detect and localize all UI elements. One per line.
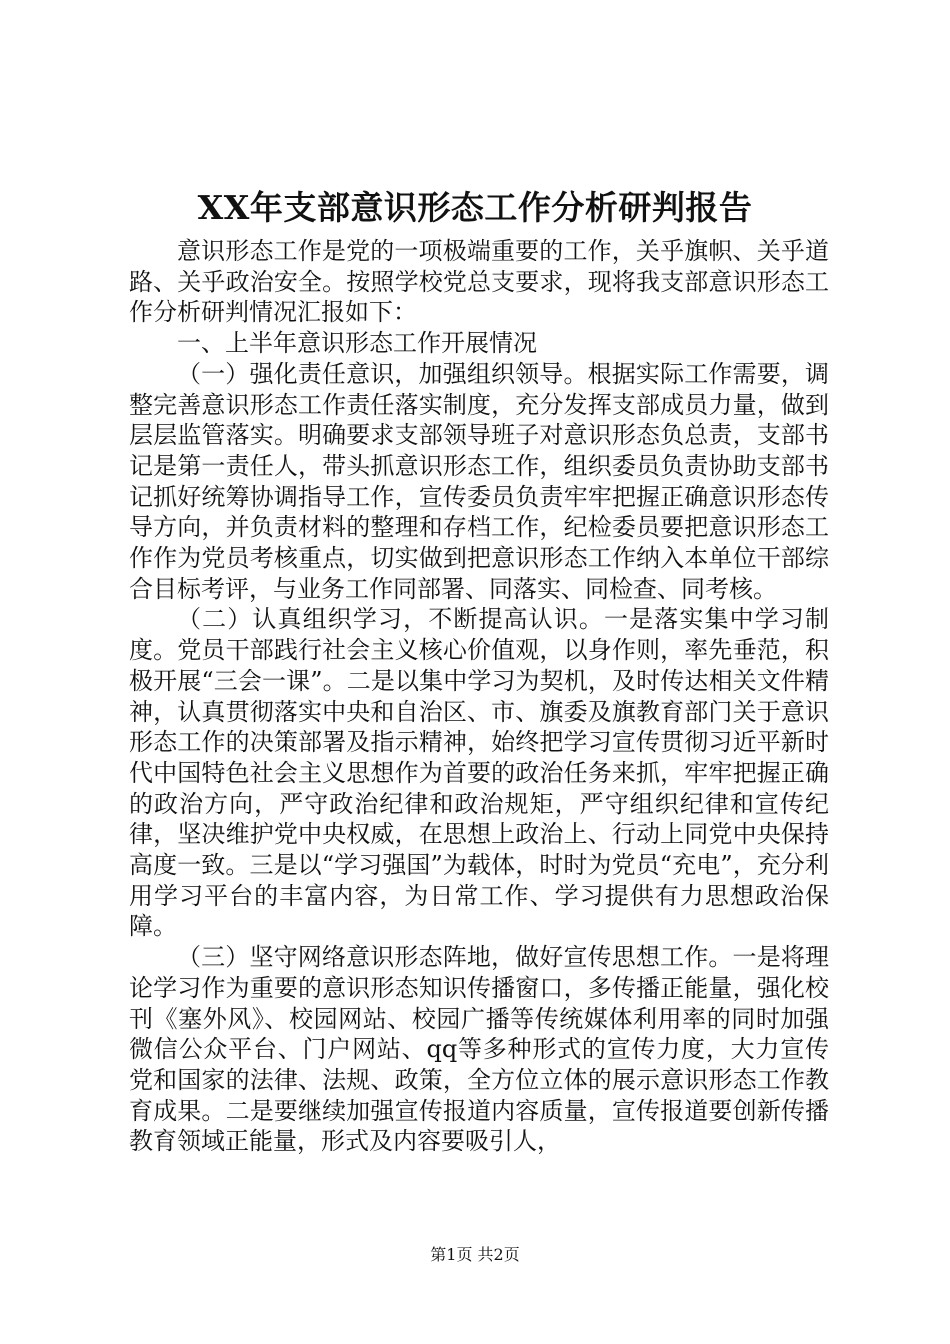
paragraph-study: （二）认真组织学习，不断提高认识。一是落实集中学习制度。党员干部践行社会主义核心价值观，以身作则，率先垂范，积极开展“三会一课”。二是以集中学习为契机，及时传达相关文件精神，认真贯彻落实中央和自治区、市、旗委及旗教育部门关于意识形态工作的决策部署及指示精神，始终把学习宣传贯彻习近平新时代中国特色社会主义思想作为首要的政治任务来抓，牢牢把握正确的政治方向，严守政治纪律和政治规矩，严守组织纪律和宣传纪律，坚决维护党中央权威，在思想上政治上、行动上同党中央保持高度一致。三是以“学习强国”为载体，时时为党员“充电”，充分利用学习平台的丰富内容，为日常工作、学习提供有力思想政治保障。 — [129, 605, 829, 941]
paragraph-responsibility: （一）强化责任意识，加强组织领导。根据实际工作需要，调整完善意识形态工作责任落实制度，充分发挥支部成员力量，做到层层监管落实。明确要求支部领导班子对意识形态负总责，支部书记是第一责任人，带头抓意识形态工作，组织委员负责协助支部书记抓好统筹协调指导工作，宣传委员负责牢牢把握正确意识形态传导方向，并负责材料的整理和存档工作，纪检委员要把意识形态工作作为党员考核重点，切实做到把意识形态工作纳入本单位干部综合目标考评，与业务工作同部署、同落实、同检查、同考核。 — [129, 359, 829, 603]
paragraph-intro: 意识形态工作是党的一项极端重要的工作，关乎旗帜、关乎道路、关乎政治安全。按照学校党总支要求，现将我支部意识形态工作分析研判情况汇报如下： — [129, 237, 829, 327]
document-body — [129, 236, 829, 1157]
page-footer: 第1页 共2页 — [430, 1245, 520, 1264]
document-title: XX年支部意识形态工作分析研判报告 — [197, 188, 753, 227]
section-heading-1: 一、上半年意识形态工作开展情况 — [177, 329, 537, 358]
paragraph-network: （三）坚守网络意识形态阵地，做好宣传思想工作。一是将理论学习作为重要的意识形态知识传播窗口，多传播正能量，强化校刊《塞外风》、校园网站、校园广播等传统媒体利用率的同时加强微信公众平台、门户网站、qq等多种形式的宣传力度，大力宣传党和国家的法律、法规、政策，全方位立体的展示意识形态工作教育成果。二是要继续加强宣传报道内容质量，宣传报道要创新传播教育领域正能量，形式及内容要吸引人， — [129, 943, 829, 1156]
